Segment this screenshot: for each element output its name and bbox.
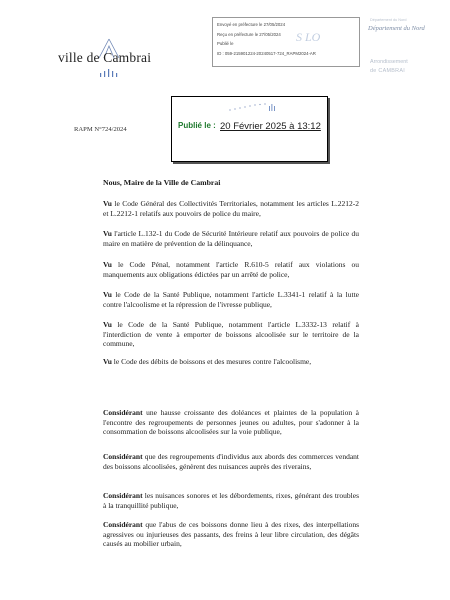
stamp-published: Publié le bbox=[217, 41, 234, 46]
considerant-keyword: Considérant bbox=[103, 452, 143, 461]
vu-text: le Code des débits de boissons et des mesures contre l'alcoolisme, bbox=[111, 357, 312, 366]
arrondissement-label: Arrondissement bbox=[370, 59, 408, 65]
stamp-sent: Envoyé en préfecture le 27/05/2024 bbox=[217, 22, 286, 27]
considerant-keyword: Considérant bbox=[103, 408, 143, 417]
vu-paragraph-1 bbox=[103, 199, 359, 218]
vu-paragraph-4 bbox=[103, 290, 359, 309]
considerant-paragraph-4 bbox=[103, 520, 359, 549]
considerant-text: que l'abus de ces boissons donne lieu à des rixes, des interpellations agressives ou injurieuses des passants, des freins à leur libre circulation, des dégâts causés au mobilier urbain, bbox=[103, 520, 359, 549]
vu-paragraph-3 bbox=[103, 260, 359, 279]
vu-text: l'article L.132-1 du Code de Sécurité Intérieure relatif aux pouvoirs de police du maire en matière de prévention de la délinquance, bbox=[103, 229, 359, 248]
department-label: Département du Nord bbox=[368, 25, 425, 32]
vu-keyword: Vu bbox=[103, 357, 112, 366]
publication-logo-icon bbox=[228, 102, 276, 112]
department-label-small: Département du Nord bbox=[370, 18, 407, 22]
stamp-received: Reçu en préfecture le 27/05/2024 bbox=[217, 31, 281, 37]
considerant-text: les nuisances sonores et les débordements, rixes, générant des troubles à la tranquillité publique, bbox=[103, 491, 359, 510]
considerant-text: que des regroupements d'individus aux abords des commerces vendant des boissons alcoolisées, génèrent des nuisances auprès des riverains, bbox=[103, 452, 359, 471]
vu-paragraph-6 bbox=[103, 357, 359, 367]
considerant-keyword: Considérant bbox=[103, 491, 143, 500]
arrondissement-city: de CAMBRAI bbox=[370, 68, 406, 74]
considerant-keyword: Considérant bbox=[103, 520, 143, 529]
publication-label: Publié le : bbox=[178, 121, 216, 130]
vu-paragraph-2 bbox=[103, 229, 359, 248]
considerant-paragraph-3 bbox=[103, 491, 359, 510]
stamp-handwriting: S LO bbox=[296, 30, 321, 44]
logo-text: ville de Cambrai bbox=[58, 50, 152, 65]
decree-heading: Nous, Maire de la Ville de Cambrai bbox=[103, 178, 221, 187]
stamp-id: ID : 059-215901224-20240517-724_RAPM2024-AR bbox=[217, 50, 316, 56]
vu-text: le Code Général des Collectivités Territoriales, notamment les articles L.2212-2 et L.2212-1 relatifs aux pouvoirs de police du maire, bbox=[103, 199, 359, 218]
logo-bars-icon bbox=[98, 69, 128, 77]
prefecture-stamp bbox=[212, 17, 360, 67]
vu-text: le Code de la Santé Publique, notamment l'article L.3341-1 relatif à la lutte contre l'alcoolisme et la répression de l'ivresse publique, bbox=[103, 290, 359, 309]
vu-keyword: Vu bbox=[103, 290, 112, 299]
considerant-paragraph-2 bbox=[103, 452, 359, 471]
considerant-paragraph-1 bbox=[103, 408, 359, 437]
vu-text: le Code Pénal, notamment l'article R.610-5 relatif aux violations ou manquements aux obligations édictées par un arrêté de police, bbox=[103, 260, 359, 279]
vu-paragraph-5 bbox=[103, 320, 359, 349]
vu-keyword: Vu bbox=[103, 320, 112, 329]
vu-keyword: Vu bbox=[103, 260, 112, 269]
vu-keyword: Vu bbox=[103, 229, 112, 238]
vu-text: le Code de la Santé Publique, notamment l'article L.3332-13 relatif à l'interdiction de vente à emporter de boissons alcoolisée sur le territoire de la commune, bbox=[103, 320, 359, 349]
considerant-text: une hausse croissante des doléances et plaintes de la population à l'encontre des regroupements de personnes jeunes ou adultes, pour s'adonner à la consommation de boissons alcoolisées sur la voie publique, bbox=[103, 408, 359, 437]
document-reference: RAPM N°724/2024 bbox=[74, 126, 127, 133]
publication-date: 20 Février 2025 à 13:12 bbox=[220, 121, 321, 132]
vu-keyword: Vu bbox=[103, 199, 112, 208]
